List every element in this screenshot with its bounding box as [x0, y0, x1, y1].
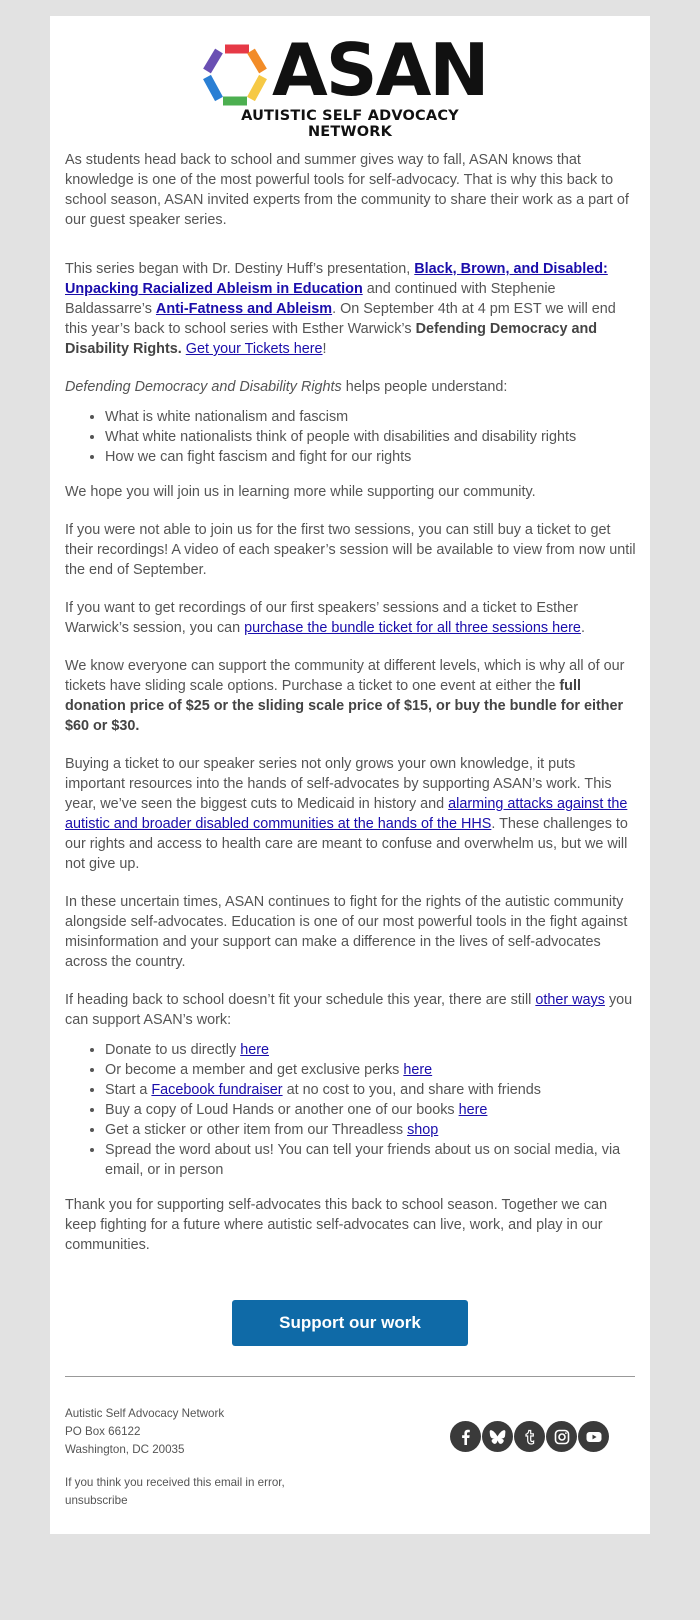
text: Buying a ticket to our speaker series not only grows your own knowledge, it puts important resources into the hands of self-advocates by supporting ASAN’s work. This year, we’ve seen the biggest cuts to Medicaid in history and	[65, 756, 612, 812]
bundle-ticket-link[interactable]: purchase the bundle ticket for all three sessions here	[244, 620, 581, 636]
logo-subtitle: AUTISTIC SELF ADVOCACY NETWORK	[241, 108, 459, 140]
text: Spread the word about us! You can tell your friends about us on social media, via email, or in person	[105, 1142, 621, 1178]
text: Start a	[105, 1082, 152, 1098]
series-paragraph	[65, 259, 637, 359]
asan-logo[interactable]	[200, 28, 500, 140]
footer-po-box: PO Box 66122	[65, 1425, 141, 1438]
pricing-paragraph	[65, 656, 637, 736]
ways-list	[65, 1040, 637, 1180]
footer-address	[65, 1405, 224, 1459]
email-body	[65, 150, 637, 1273]
bundle-paragraph	[65, 598, 637, 638]
email-card	[50, 16, 650, 1534]
list-item	[105, 1080, 637, 1100]
list-item	[105, 1040, 637, 1060]
text: If heading back to school doesn’t fit your schedule this year, there are still	[65, 992, 536, 1008]
hhs-attacks-link[interactable]: alarming attacks against the autistic and broader disabled communities at the hands of the HHS	[65, 796, 628, 832]
text: Get a sticker or other item from our Threadless	[105, 1122, 408, 1138]
understand-paragraph	[65, 377, 637, 397]
other-ways-link[interactable]: other ways	[535, 992, 605, 1008]
topics-list	[65, 407, 637, 467]
youtube-icon[interactable]	[578, 1421, 609, 1452]
join-paragraph: We hope you will join us in learning more while supporting our community.	[65, 484, 536, 500]
footer-divider	[65, 1376, 635, 1377]
get-tickets-link[interactable]: Get your Tickets here	[185, 341, 323, 357]
text: and continued with Stephenie Baldassarre’s	[65, 281, 556, 317]
thank-you-paragraph: Thank you for supporting self-advocates this back to school season. Together we can keep fighting for a future where autistic self-advocates can live, work, and play in our communities.	[65, 1197, 608, 1253]
asan-logo-mark-icon	[200, 40, 270, 110]
text: .	[580, 620, 585, 636]
event-title-italic: Defending Democracy and Disability Rights	[65, 379, 342, 395]
facebook-icon[interactable]	[450, 1421, 481, 1452]
text: helps people understand:	[341, 379, 508, 395]
donate-link[interactable]: here	[240, 1042, 269, 1058]
support-paragraph	[65, 754, 637, 874]
footer-org: Autistic Self Advocacy Network	[65, 1407, 225, 1420]
list-item: • How we can fight fascism and fight for our rights	[105, 447, 637, 467]
unsubscribe-link[interactable]: unsubscribe	[65, 1494, 128, 1507]
membership-link[interactable]: here	[403, 1062, 433, 1078]
list-item	[105, 1100, 637, 1120]
error-text: If you think you received this email in error,	[65, 1476, 285, 1489]
list-item	[105, 1060, 637, 1080]
other-ways-paragraph	[65, 990, 637, 1030]
tumblr-icon[interactable]	[514, 1421, 545, 1452]
text: This series began with Dr. Destiny Huff’s presentation,	[65, 261, 415, 277]
facebook-fundraiser-link[interactable]: Facebook fundraiser	[151, 1082, 283, 1098]
text: If you want to get recordings of our first speakers’ sessions and a ticket to Esther Warwick’s session, you can	[65, 600, 578, 636]
bluesky-icon[interactable]	[482, 1421, 513, 1452]
logo-wordmark: ASAN	[272, 28, 488, 112]
social-links	[450, 1421, 610, 1453]
text: . These challenges to our rights and access to health care are meant to confuse and overwhelm us, but we will not give up.	[65, 816, 628, 872]
text: We know everyone can support the community at different levels, which is why all of our tickets have sliding scale options. Purchase a ticket to one event at either the	[65, 658, 625, 694]
text: you can support ASAN’s work:	[65, 992, 633, 1028]
list-item: • What white nationalists think of people with disabilities and disability rights	[105, 427, 637, 447]
footer-city: Washington, DC 20035	[65, 1443, 185, 1456]
pricing-bold: full donation price of $25 or the sliding scale price of $15, or buy the bundle for either $60 or $30.	[65, 678, 624, 734]
racialized-ableism-link[interactable]: Black, Brown, and Disabled: Unpacking Racialized Ableism in Education	[65, 261, 608, 297]
list-item	[105, 1140, 637, 1180]
footer-error-note	[65, 1474, 305, 1510]
anti-fatness-link[interactable]: Anti-Fatness and Ableism	[155, 301, 333, 317]
text: Buy a copy of Loud Hands or another one of our books	[105, 1102, 459, 1118]
text: !	[322, 341, 327, 357]
instagram-icon[interactable]	[546, 1421, 577, 1452]
support-our-work-button[interactable]: Support our work	[232, 1300, 468, 1346]
uncertain-times-paragraph: In these uncertain times, ASAN continues to fight for the rights of the autistic community alongside self-advocates. Education is one of our most powerful tools in the fight against misinformation and your support can make a difference in the lives of self-advocates across the country.	[65, 894, 628, 970]
intro-paragraph: As students head back to school and summer gives way to fall, ASAN knows that knowledge is one of the most powerful tools for self-advocacy. That is why this back to school season, ASAN invited experts from the community to share their work as a part of our guest speaker series.	[65, 152, 629, 228]
text: . On September 4th at 4 pm EST we will end this year’s back to school series with Esther Warwick’s	[65, 301, 616, 337]
text: at no cost to you, and share with friends	[282, 1082, 541, 1098]
text: Or become a member and get exclusive perks	[105, 1062, 404, 1078]
books-link[interactable]: here	[458, 1102, 488, 1118]
list-item	[105, 1120, 637, 1140]
text: Donate to us directly	[105, 1042, 241, 1058]
list-item: • What is white nationalism and fascism	[105, 407, 637, 427]
threadless-shop-link[interactable]: shop	[407, 1122, 439, 1138]
recordings-paragraph: If you were not able to join us for the first two sessions, you can still buy a ticket to get their recordings! A video of each speaker’s session will be available to view from now until the end of September.	[65, 522, 636, 578]
event-title: Defending Democracy and Disability Rights.	[65, 321, 598, 357]
